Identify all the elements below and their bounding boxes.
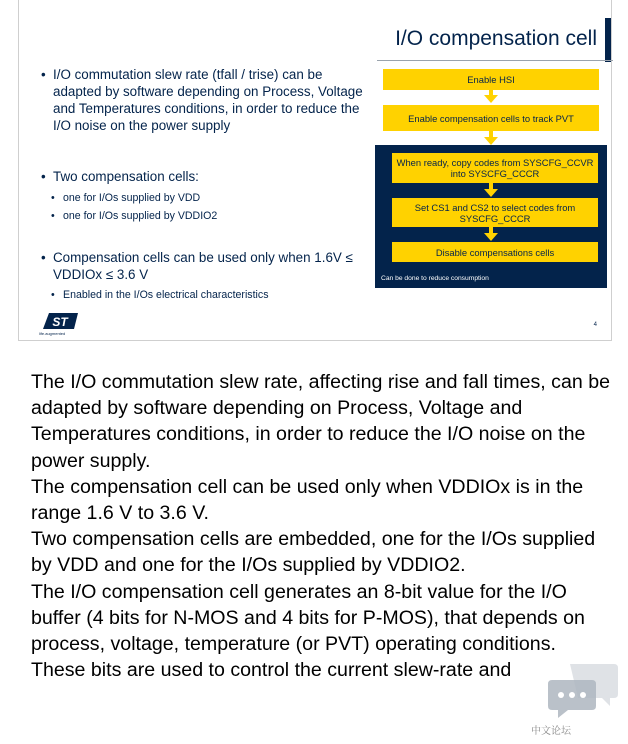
body-text [31, 369, 611, 683]
flow-step-enable-cells: Enable compensation cells to track PVT [383, 105, 599, 131]
paragraph-8bit-value: The I/O compensation cell generates an 8-bit value for the I/O buffer (4 bits for N-MOS and 4 bits for P-MOS), that depends on process, voltage, temperature (or PVT) operating conditions. [31, 580, 585, 656]
sub-bullet-vddio2: • one for I/Os supplied by VDDIO2 [41, 209, 366, 223]
bullet-slew-rate: • I/O commutation slew rate (tfall / trise) can be adapted by software depending on Process, Voltage and Temperatures conditions, in order to reduce the I/O noise on the power supply [41, 66, 366, 134]
slide-title: I/O compensation cell [395, 27, 597, 50]
flow-arrow-icon [484, 95, 498, 103]
slide [18, 0, 612, 341]
sub-bullet-vdd: • one for I/Os supplied by VDD [41, 191, 366, 205]
title-divider [377, 60, 613, 61]
paragraph-slew-rate: The I/O commutation slew rate, affecting rise and fall times, can be adapted by software depending on Process, Voltage and Temperatures conditions, in order to reduce the I/O noise on the power supply. [31, 371, 611, 472]
st-logo-icon [41, 312, 79, 330]
chat-bubbles-icon [548, 660, 618, 720]
flow-step-set-cs: Set CS1 and CS2 to select codes from SYSCFG_CCCR [392, 198, 598, 227]
flow-step-disable-cells: Disable compensations cells [392, 242, 598, 262]
flow-step-enable-hsi: Enable HSI [383, 69, 599, 90]
flow-step-copy-codes: When ready, copy codes from SYSCFG_CCVR into SYSCFG_CCCR [392, 153, 598, 183]
paragraph-voltage-range: The compensation cell can be used only when VDDIOx is in the range 1.6 V to 3.6 V. [31, 475, 584, 525]
title-accent-bar [605, 18, 611, 62]
flow-arrow-icon [484, 233, 498, 241]
flow-note: Can be done to reduce consumption [381, 275, 489, 282]
bullet-voltage-range: • Compensation cells can be used only when 1.6V ≤ VDDIOx ≤ 3.6 V [41, 249, 353, 283]
flow-arrow-icon [484, 189, 498, 197]
page-number: 4 [593, 322, 597, 328]
watermark-text: 中文论坛 [531, 726, 571, 737]
paragraph-bits-control: These bits are used to control the current slew-rate and [31, 659, 512, 682]
logo-tagline: life.augmented [39, 331, 66, 336]
flow-arrow-icon [484, 137, 498, 145]
paragraph-two-cells: Two compensation cells are embedded, one for the I/Os supplied by VDD and one for the I/Os supplied by VDDIO2. [31, 528, 596, 577]
st-logo-text: ST [52, 315, 68, 329]
sub-bullet-enabled: • Enabled in the I/Os electrical characteristics [41, 288, 366, 302]
bullet-two-cells: • Two compensation cells: [41, 168, 366, 185]
